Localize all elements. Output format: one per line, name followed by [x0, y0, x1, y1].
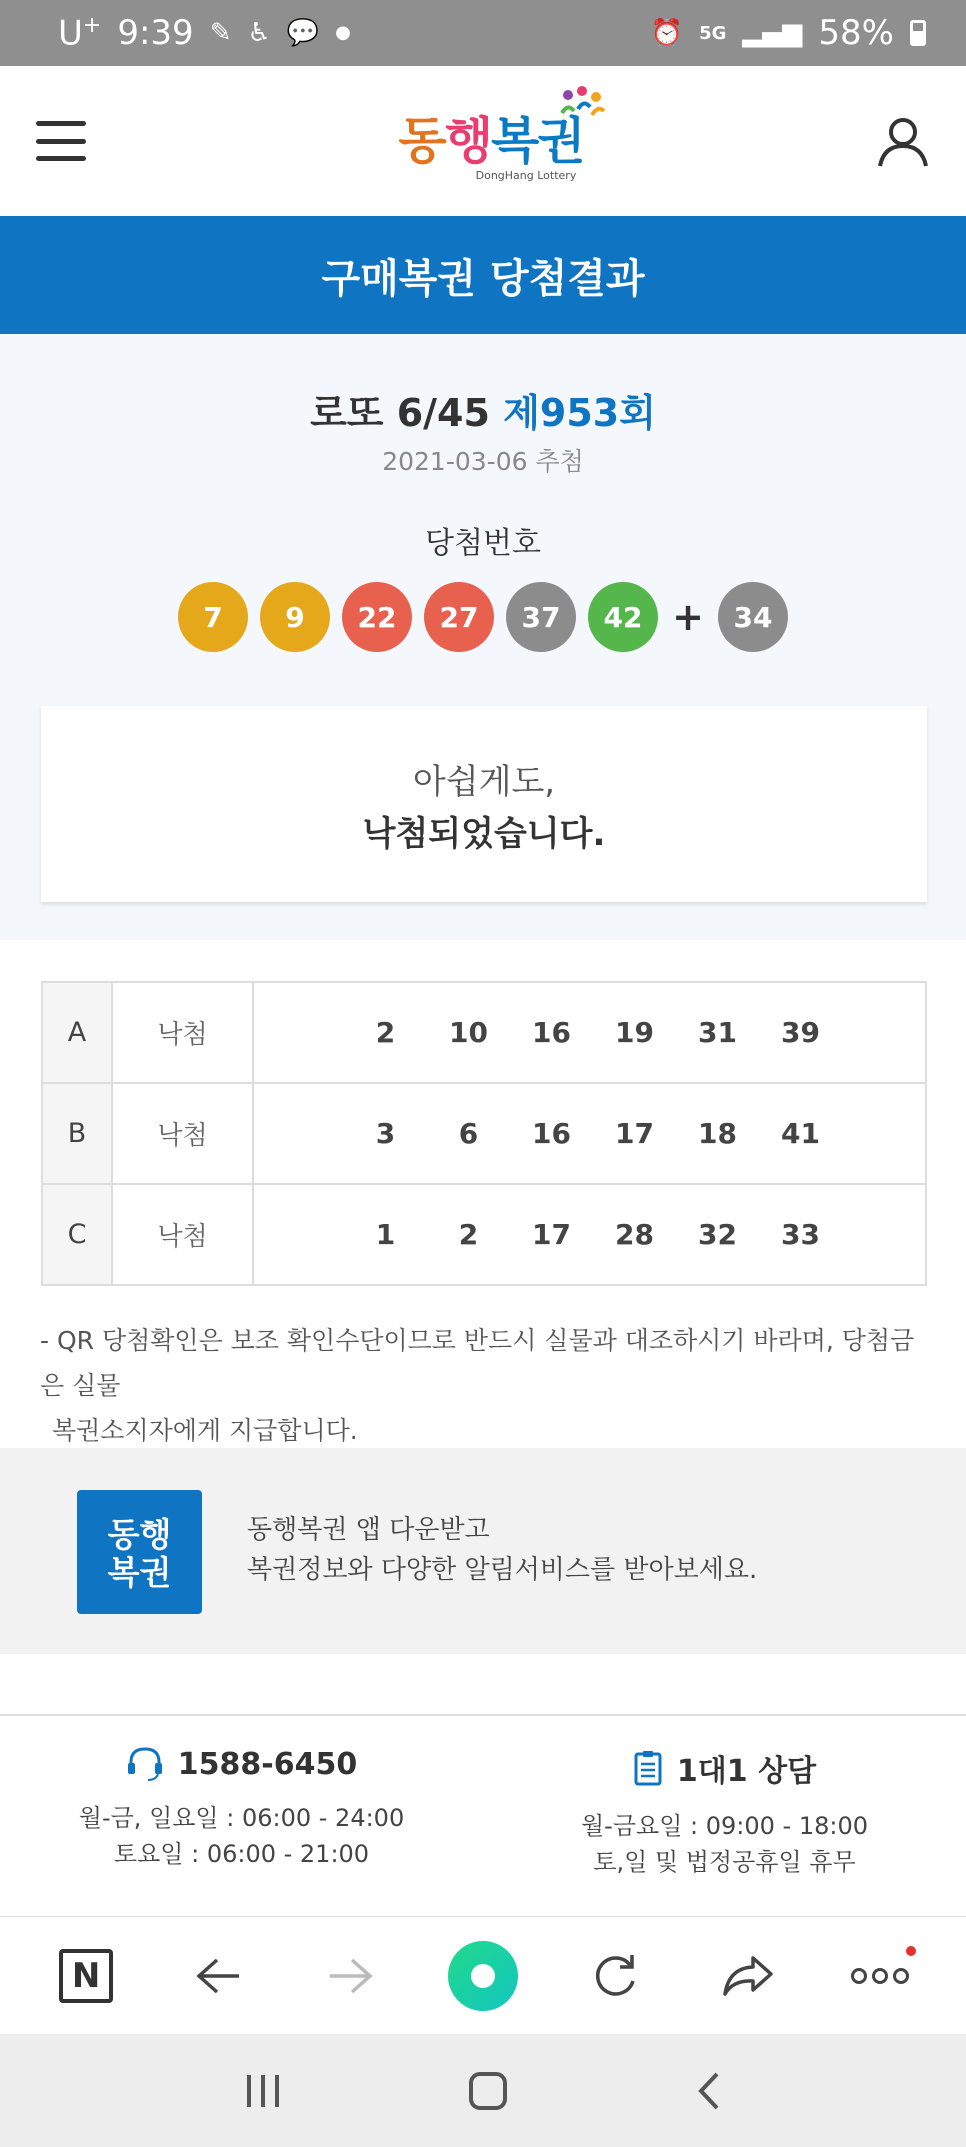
notice-line2: 복권소지자에게 지급합니다. — [52, 1416, 358, 1445]
talk-icon: 💬 — [286, 17, 320, 48]
chat-hours-weekday: 월-금요일 : 09:00 - 18:00 — [581, 1812, 868, 1840]
ticket-numbers — [253, 1083, 926, 1184]
ticket-number: 39 — [781, 1016, 820, 1049]
plus-sign: + — [672, 595, 704, 639]
system-nav-bar — [0, 2034, 966, 2147]
site-header — [0, 66, 966, 216]
user-icon[interactable] — [876, 114, 930, 168]
chat-label[interactable]: 1대1 상담 — [676, 1754, 817, 1789]
result-section — [0, 334, 966, 940]
chat-contact[interactable] — [483, 1746, 966, 1880]
winning-ball: 42 — [588, 582, 658, 652]
app-download-banner[interactable] — [0, 1448, 966, 1654]
ticket-number: 6 — [458, 1117, 479, 1150]
notice-line1: - QR 당첨확인은 보조 확인수단이므로 반드시 실물과 대조하시기 바라며, 당첨금은 실물 — [40, 1326, 915, 1400]
ticket-number: 17 — [532, 1218, 571, 1251]
logo-subtitle: DongHang Lottery — [475, 168, 577, 182]
bandage-icon: ✎ — [209, 17, 232, 48]
winning-balls — [0, 582, 966, 652]
result-message-line1: 아쉽게도, — [412, 762, 556, 802]
refresh-button[interactable] — [575, 1936, 655, 2016]
signal-icon: ▂▄▆ — [742, 18, 803, 48]
battery-icon — [910, 20, 926, 46]
ticket-status: 낙첨 — [112, 1083, 253, 1184]
ticket-number: 2 — [458, 1218, 479, 1251]
browser-toolbar — [0, 1916, 966, 2034]
share-button[interactable] — [708, 1936, 788, 2016]
more-button[interactable] — [840, 1936, 920, 2016]
ticket-number: 17 — [615, 1117, 654, 1150]
alarm-icon: ⏰ — [650, 18, 684, 48]
phone-hours-weekday: 월-금, 일요일 : 06:00 - 24:00 — [78, 1804, 405, 1832]
app-banner-text: 동행복권 앱 다운받고 복권정보와 다양한 알림서비스를 받아보세요. — [247, 1515, 758, 1585]
ticket-number: 19 — [615, 1016, 654, 1049]
phone-number[interactable]: 1588-6450 — [177, 1746, 358, 1782]
ticket-numbers — [253, 982, 926, 1083]
network-type: 5G — [699, 22, 727, 44]
green-dot-button[interactable] — [443, 1936, 523, 2016]
naver-home-button[interactable] — [46, 1936, 126, 2016]
ticket-row — [42, 982, 926, 1083]
qr-notice — [40, 1318, 930, 1453]
battery-percent: 58% — [818, 13, 894, 53]
ticket-number: 10 — [449, 1016, 488, 1049]
green-circle-icon — [448, 1941, 518, 2011]
arrow-right-icon — [328, 1956, 374, 1996]
ticket-number: 2 — [375, 1016, 396, 1049]
ticket-number: 32 — [698, 1218, 737, 1251]
winning-ball: 7 — [178, 582, 248, 652]
arrow-left-icon — [195, 1956, 241, 1996]
site-logo[interactable] — [398, 101, 583, 182]
carrier: U+ — [58, 12, 102, 54]
logo-text: 동행복권 — [398, 111, 584, 170]
naver-n-icon: N — [59, 1949, 113, 2003]
more-dots-icon — [850, 1966, 910, 1986]
ticket-numbers — [253, 1184, 926, 1285]
phone-contact[interactable] — [0, 1746, 483, 1872]
winning-ball: 9 — [260, 582, 330, 652]
clipboard-icon — [633, 1750, 663, 1786]
round-number: 제953회 — [503, 391, 656, 435]
chat-hours-holiday: 토,일 및 법정공휴일 휴무 — [593, 1848, 856, 1876]
ticket-number: 16 — [532, 1016, 571, 1049]
ticket-game-label: C — [42, 1184, 112, 1285]
bonus-ball: 34 — [718, 582, 788, 652]
ticket-table — [41, 981, 927, 1286]
ticket-status: 낙첨 — [112, 1184, 253, 1285]
ticket-game-label: A — [42, 982, 112, 1083]
draw-date: 2021-03-06 추첨 — [382, 447, 584, 476]
ticket-number: 18 — [698, 1117, 737, 1150]
forward-button[interactable] — [311, 1936, 391, 2016]
ticket-number: 31 — [698, 1016, 737, 1049]
status-right — [651, 13, 926, 53]
back-nav-icon[interactable] — [693, 2071, 723, 2111]
ticket-row — [42, 1184, 926, 1285]
page-title: 구매복권 당첨결과 — [0, 216, 966, 334]
lotto-title: 로또 6/45 제953회 — [310, 391, 656, 435]
status-left — [58, 13, 351, 53]
phone-hours-saturday: 토요일 : 06:00 - 21:00 — [113, 1840, 370, 1868]
headset-icon — [126, 1746, 164, 1782]
winning-numbers-label: 당첨번호 — [425, 526, 541, 561]
notification-dot-icon — [906, 1946, 916, 1956]
notification-dot-icon: ● — [335, 22, 351, 44]
result-message-box — [41, 706, 927, 902]
logo-figures-icon — [556, 85, 606, 125]
ticket-number: 3 — [375, 1117, 396, 1150]
ticket-game-label: B — [42, 1083, 112, 1184]
app-logo-icon[interactable]: 동행 복권 — [77, 1490, 202, 1614]
recent-apps-icon[interactable] — [243, 2073, 283, 2109]
clock: 9:39 — [117, 12, 194, 53]
ticket-number: 1 — [375, 1218, 396, 1251]
winning-ball: 27 — [424, 582, 494, 652]
ticket-number: 16 — [532, 1117, 571, 1150]
ticket-number: 41 — [781, 1117, 820, 1150]
home-icon[interactable] — [468, 2071, 508, 2111]
ticket-number: 33 — [781, 1218, 820, 1251]
share-arrow-icon — [721, 1954, 775, 1998]
accessibility-icon: ♿ — [247, 17, 271, 48]
winning-ball: 22 — [342, 582, 412, 652]
ticket-number: 28 — [615, 1218, 654, 1251]
winning-ball: 37 — [506, 582, 576, 652]
ticket-status: 낙첨 — [112, 982, 253, 1083]
back-button[interactable] — [178, 1936, 258, 2016]
status-bar — [0, 0, 966, 66]
footer-divider — [0, 1714, 966, 1716]
menu-icon[interactable] — [36, 121, 86, 161]
refresh-icon — [590, 1951, 640, 2001]
result-message-line2: 낙첨되었습니다. — [362, 814, 606, 854]
ticket-row — [42, 1083, 926, 1184]
